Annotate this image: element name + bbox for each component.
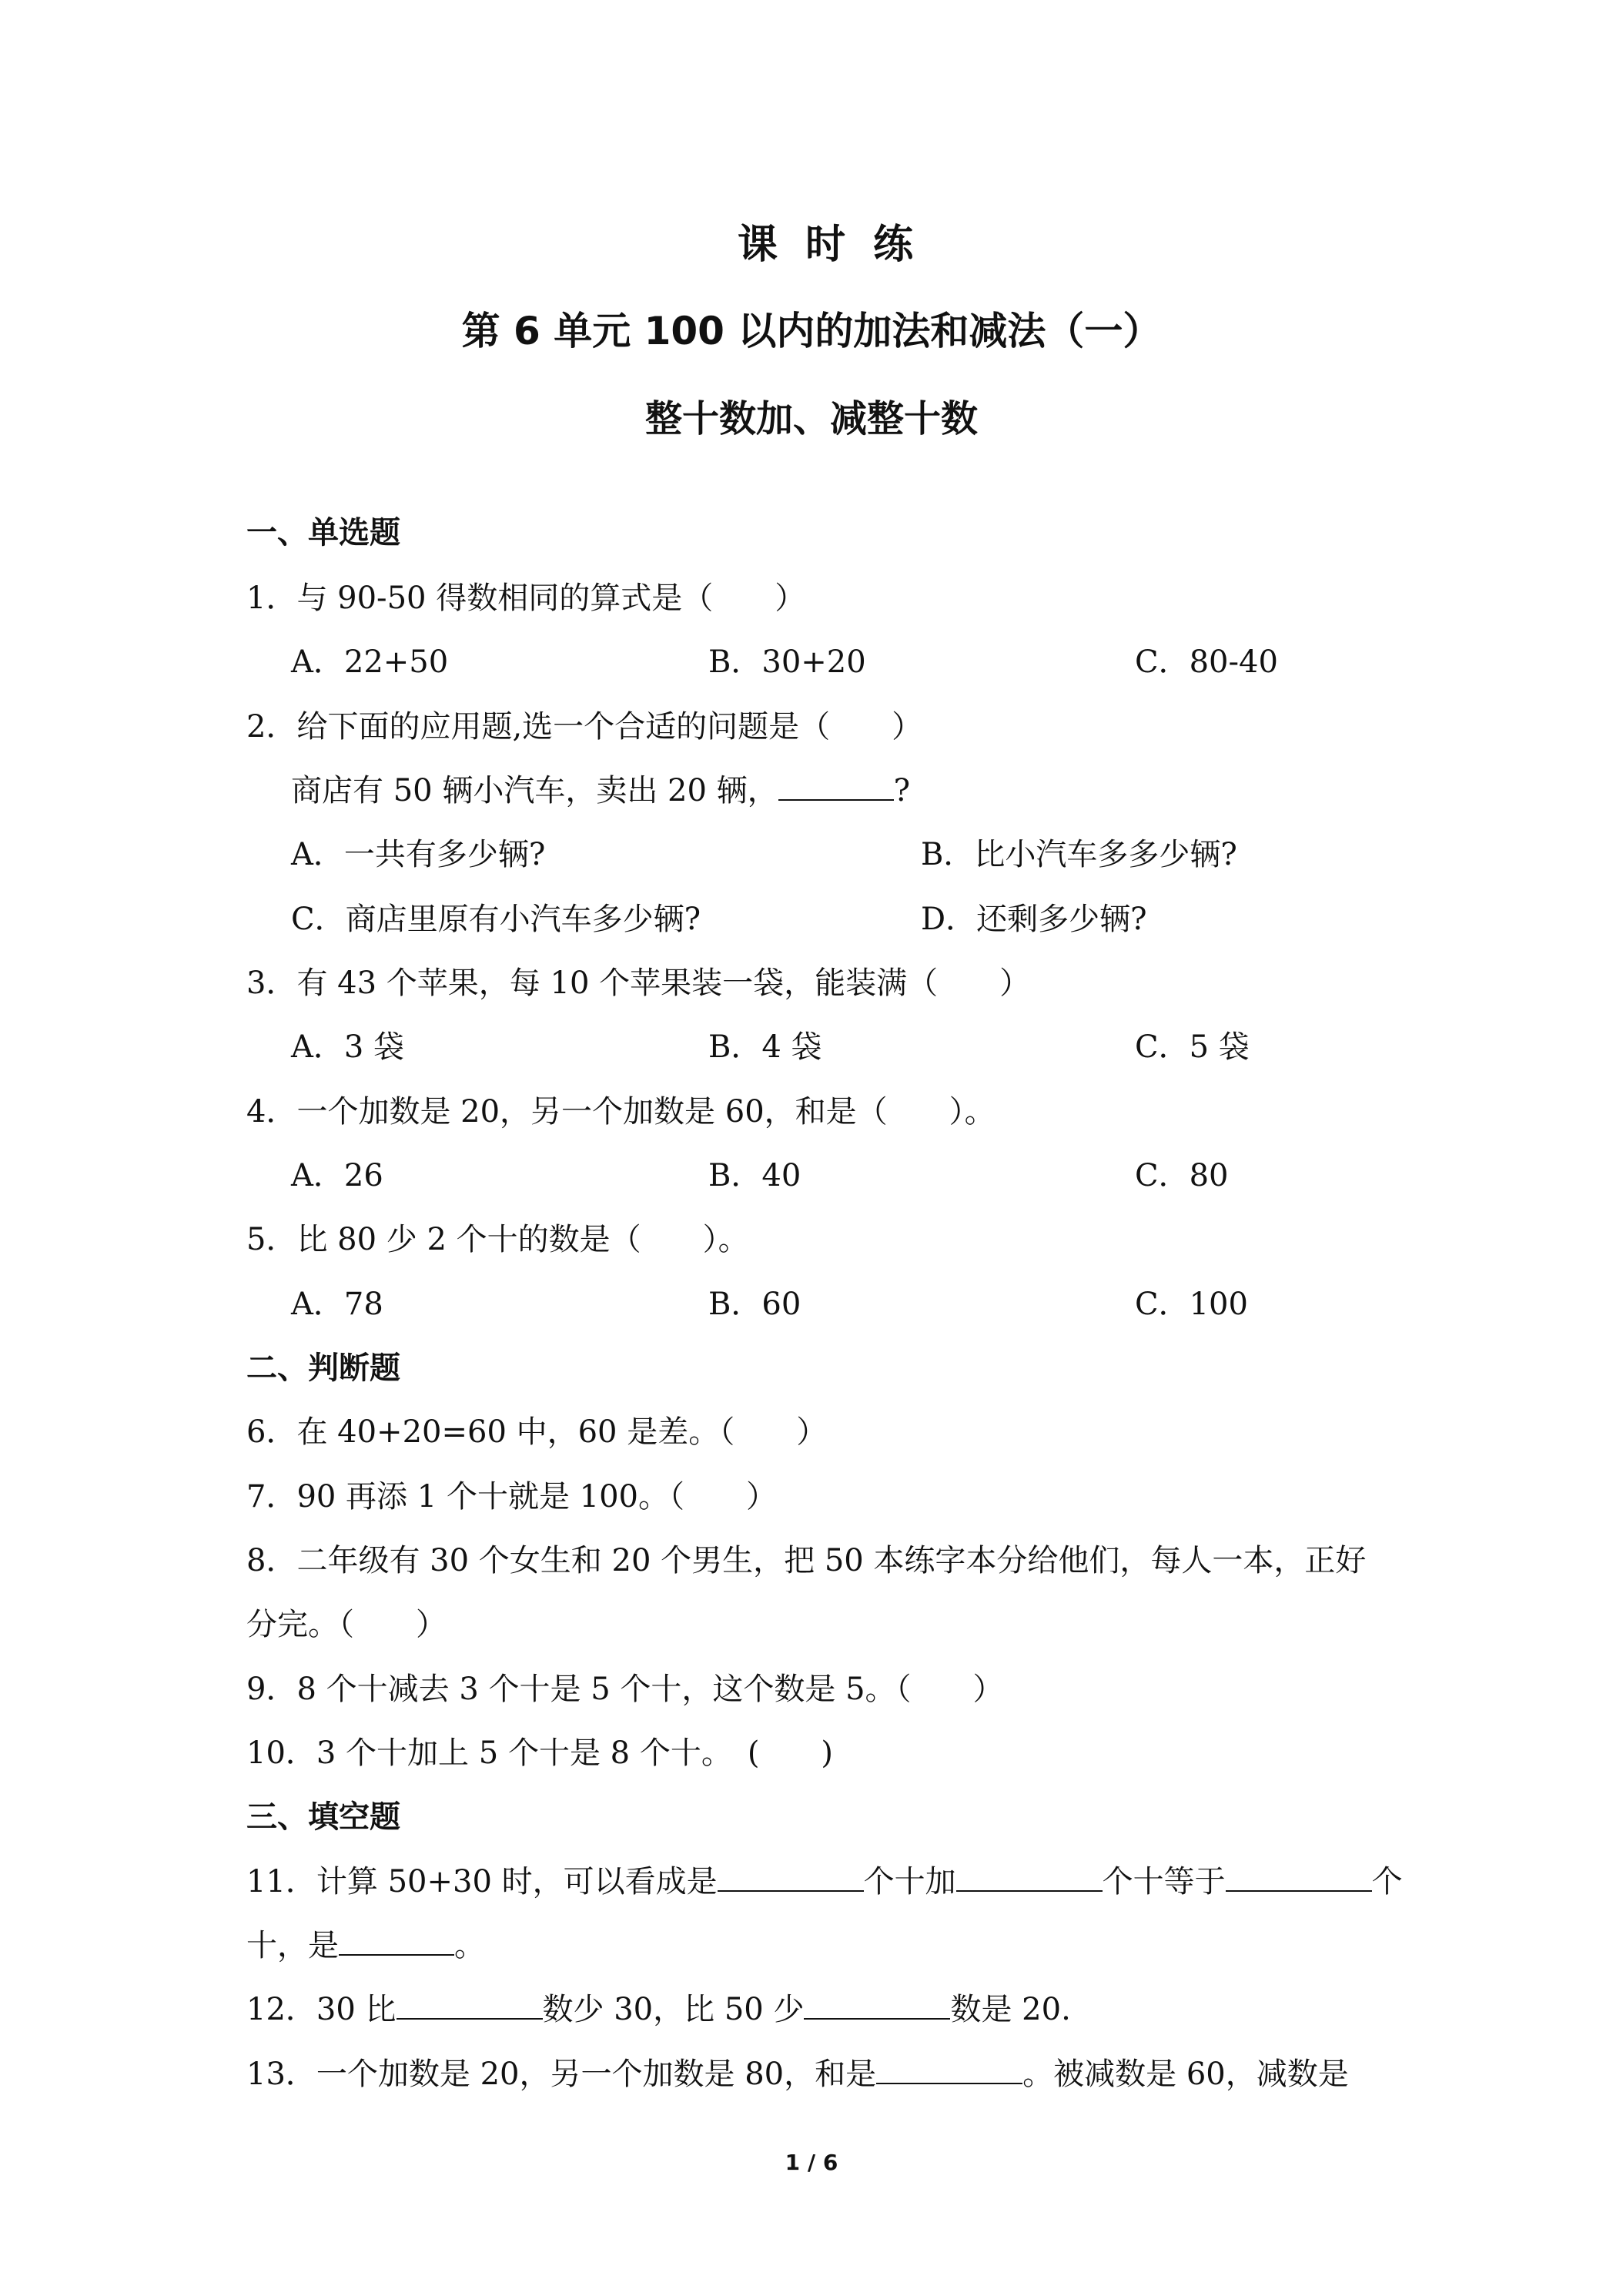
question-2-context bbox=[291, 766, 910, 810]
question-1-option-b: B．30+20 bbox=[708, 644, 866, 680]
answer-blank[interactable] bbox=[778, 771, 894, 801]
question-11-text: 个十加 bbox=[863, 1864, 956, 1899]
question-2-option-d: D．还剩多少辆? bbox=[921, 902, 1147, 937]
question-1-stem: 1．与 90-50 得数相同的算式是（ ） bbox=[246, 581, 806, 616]
unit-title: 第 6 单元 100 以内的加法和减法（一） bbox=[461, 309, 1162, 353]
question-2-option-b: B．比小汽车多多少辆? bbox=[921, 837, 1237, 872]
question-11-text: 。 bbox=[454, 1928, 485, 1963]
question-11-text: 个十等于 bbox=[1102, 1864, 1226, 1899]
question-2-context-end: ? bbox=[893, 773, 911, 808]
question-5-option-a: A．78 bbox=[291, 1287, 383, 1322]
question-5-stem: 5．比 80 少 2 个十的数是（ ）。 bbox=[246, 1222, 749, 1257]
question-3-stem: 3．有 43 个苹果，每 10 个苹果装一袋，能装满（ ） bbox=[246, 966, 1031, 1001]
page-number: 1 / 6 bbox=[785, 2150, 838, 2175]
question-12-text: 数少 30，比 50 少 bbox=[542, 1992, 805, 2027]
question-8-line-2: 分完。（ ） bbox=[246, 1607, 447, 1642]
question-9: 9．8 个十减去 3 个十是 5 个十，这个数是 5。（ ） bbox=[246, 1672, 1004, 1707]
question-1-option-a: A．22+50 bbox=[291, 644, 449, 680]
question-11-text: 11．计算 50+30 时，可以看成是 bbox=[246, 1864, 718, 1899]
answer-blank[interactable] bbox=[804, 1990, 950, 2020]
question-11-text: 十，是 bbox=[246, 1928, 339, 1963]
question-4-option-c: C．80 bbox=[1135, 1158, 1229, 1193]
question-7: 7．90 再添 1 个十就是 100。（ ） bbox=[246, 1479, 778, 1514]
question-2-option-c: C．商店里原有小汽车多少辆? bbox=[291, 902, 701, 937]
answer-blank[interactable] bbox=[339, 1926, 454, 1956]
question-5-option-c: C．100 bbox=[1135, 1287, 1248, 1322]
answer-blank[interactable] bbox=[876, 2055, 1022, 2084]
question-4-option-a: A．26 bbox=[291, 1158, 383, 1193]
question-1-option-c: C．80-40 bbox=[1135, 644, 1278, 680]
question-12-text: 12．30 比 bbox=[246, 1992, 397, 2027]
answer-blank[interactable] bbox=[718, 1863, 864, 1892]
section-heading-fill-blank: 三、填空题 bbox=[246, 1799, 400, 1835]
answer-blank[interactable] bbox=[397, 1990, 543, 2020]
question-2-stem: 2．给下面的应用题,选一个合适的问题是（ ） bbox=[246, 709, 923, 745]
answer-blank[interactable] bbox=[956, 1863, 1103, 1892]
question-2-option-a: A．一共有多少辆? bbox=[291, 837, 546, 872]
question-12-text: 数是 20. bbox=[950, 1992, 1071, 2027]
question-13-text: 。被减数是 60，减数是 bbox=[1022, 2057, 1349, 2092]
section-heading-single-choice: 一、单选题 bbox=[246, 515, 400, 551]
lesson-title: 整十数加、减整十数 bbox=[644, 397, 978, 440]
question-3-option-a: A．3 袋 bbox=[291, 1029, 405, 1065]
question-4-option-b: B．40 bbox=[708, 1158, 801, 1193]
question-11-text: 个 bbox=[1371, 1864, 1403, 1899]
section-heading-true-false: 二、判断题 bbox=[246, 1350, 400, 1386]
question-8-line-1: 8．二年级有 30 个女生和 20 个男生，把 50 本练字本分给他们，每人一本，正好 bbox=[246, 1543, 1367, 1578]
question-13 bbox=[246, 2050, 1349, 2094]
question-12 bbox=[246, 1985, 1071, 2029]
question-11-line-2 bbox=[246, 1921, 485, 1965]
question-3-option-b: B．4 袋 bbox=[708, 1029, 822, 1065]
question-4-stem: 4．一个加数是 20，另一个加数是 60，和是（ ）。 bbox=[246, 1094, 996, 1130]
question-11-line-1 bbox=[246, 1857, 1403, 1901]
question-10: 10．3 个十加上 5 个十是 8 个十。 ( ) bbox=[246, 1735, 834, 1771]
doc-title: 课时练 bbox=[737, 222, 941, 268]
question-2-context-text: 商店有 50 辆小汽车，卖出 20 辆， bbox=[291, 773, 778, 808]
answer-blank[interactable] bbox=[1226, 1863, 1372, 1892]
question-6: 6．在 40+20=60 中，60 是差。（ ） bbox=[246, 1414, 828, 1450]
question-5-option-b: B．60 bbox=[708, 1287, 801, 1322]
question-13-text: 13．一个加数是 20，另一个加数是 80，和是 bbox=[246, 2057, 877, 2092]
question-3-option-c: C．5 袋 bbox=[1135, 1029, 1250, 1065]
